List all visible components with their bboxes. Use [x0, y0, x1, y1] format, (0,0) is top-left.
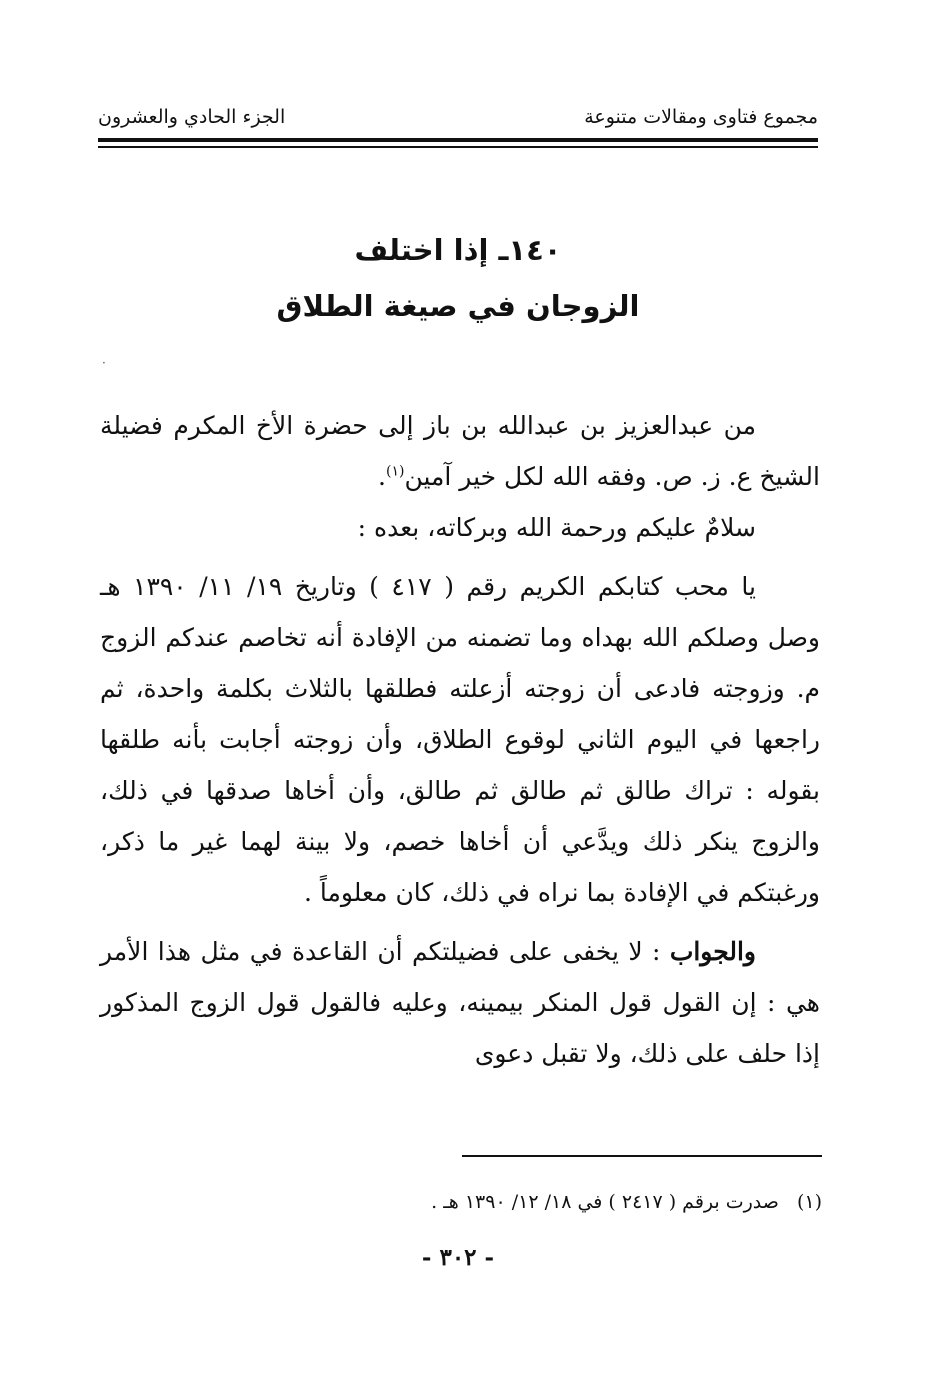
body-text — [100, 400, 820, 1079]
answer-lead: والجواب — [669, 937, 756, 966]
footnote-number: (١) — [796, 1191, 822, 1213]
scan-mark: · — [102, 356, 106, 370]
footnote — [100, 1186, 822, 1218]
footnote-separator — [462, 1155, 822, 1157]
answer-text: : لا يخفى على فضيلتكم أن القاعدة في مثل هذا الأمر هي : إن القول قول المنكر بيمينه، وعليه فالقول قول الزوج المذكور إذا حلف على ذلك، ولا تقبل دعوى — [100, 937, 820, 1068]
header-rule-thin — [98, 146, 818, 148]
footnote-reference: (١) — [385, 463, 405, 480]
paragraph-question: يا محب كتابكم الكريم رقم ( ٤١٧ ) وتاريخ ١٩/ ١١/ ١٣٩٠ هـ وصل وصلكم الله بهداه وما تضمنه من الإفادة أنه تخاصم عندكم الزوج م. وزوجته فادعى أن زوجته أزعلته فطلقها بالثلاث بكلمة واحدة، ثم راجعها في اليوم الثاني لوقوع الطلاق، وأن زوجته أجابت بأنه طلقها بقوله : تراك طالق ثم طالق ثم طالق، وأن أخاها صدقها في ذلك، والزوج ينكر ذلك ويدَّعي أن أخاها خصم، ولا بينة لهما غير ما ذكر، ورغبتكم في الإفادة بما نراه في ذلك، كان معلوماً . — [100, 572, 820, 907]
paragraph-address — [100, 400, 820, 502]
article-title-line-1: ١٤٠ـ إذا اختلف — [354, 233, 562, 267]
header-rule-thick — [98, 138, 818, 142]
running-header — [98, 102, 818, 136]
volume-title: الجزء الحادي والعشرون — [98, 106, 286, 128]
paragraph-answer — [100, 926, 820, 1079]
address-text: من عبدالعزيز بن عبدالله بن باز إلى حضرة الأخ المكرم فضيلة الشيخ ع. ز. ص. وفقه الله لكل خير آمين — [100, 411, 820, 491]
page-number: - ٣٠٢ - — [421, 1244, 495, 1271]
address-end: . — [378, 462, 386, 491]
article-title-line-2: الزوجان في صيغة الطلاق — [276, 289, 640, 323]
footnote-text: صدرت برقم ( ٢٤١٧ ) في ١٨/ ١٢/ ١٣٩٠ هـ . — [431, 1191, 779, 1213]
article-title — [98, 222, 818, 334]
series-title: مجموع فتاوى ومقالات متنوعة — [584, 106, 818, 128]
paragraph-greeting: سلامٌ عليكم ورحمة الله وبركاته، بعده : — [357, 513, 756, 542]
